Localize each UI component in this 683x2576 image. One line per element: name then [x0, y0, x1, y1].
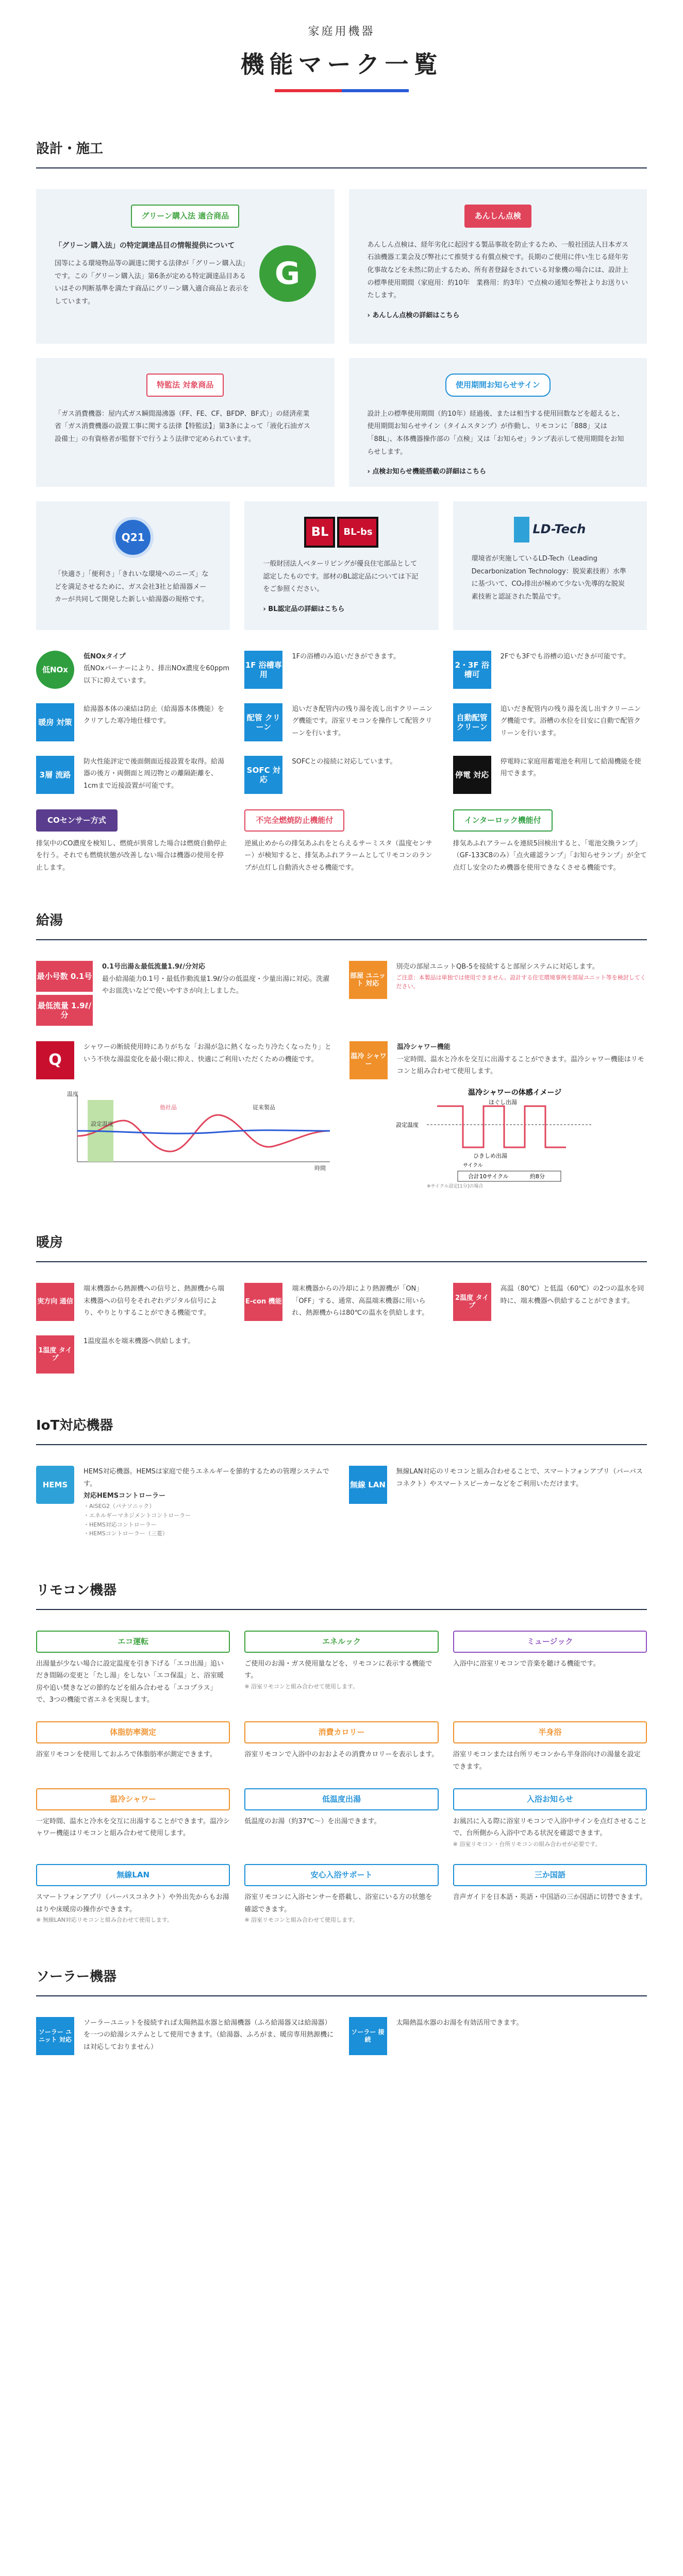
section-title: ソーラー機器 — [36, 1966, 647, 1996]
feature-text — [84, 703, 230, 727]
remocon-body: 入浴中に浴室リモコンで音楽を聴ける機能です。 — [453, 1659, 600, 1668]
remocon-label: 温冷シャワー — [36, 1788, 230, 1810]
danbo-body: 高温（80℃）と低温（60℃）の2つの温水を同時に、端末機器へ供給することができます。 — [500, 1285, 644, 1305]
feature-icon: 自動配管 クリーン — [453, 703, 491, 741]
feature-body: 停電時に家庭用蓄電池を利用して給湯機能を使用できます。 — [500, 758, 641, 778]
bl-body: 一般財団法人ベターリビングが優良住宅部品として認定したものです。部材のBL認定品については下記をご参照ください。 — [263, 560, 419, 594]
remocon-label: 消費カロリー — [244, 1721, 438, 1743]
card-tokutei — [36, 358, 335, 487]
danbo-item — [36, 1283, 230, 1321]
remocon-body: 出湯量が少ない場合に設定温度を引き下げる「エコ出湯」追いだき間隔の変更と「たし湯」をしない「エコ保温」と、浴室暖房や追い焚きなどの節約などを組み合わせる「エコプラス」で、3つの機能で省エネを実現します。 — [36, 1659, 224, 1704]
remocon-body: 音声ガイドを日本語・英語・中国語の三か国語に切替できます。 — [453, 1893, 647, 1902]
onrei-chart — [396, 1086, 612, 1189]
danbo-icon: E-con 機能 — [244, 1283, 282, 1321]
remocon-item — [36, 1788, 230, 1849]
remocon-label: エコ運転 — [36, 1631, 230, 1653]
onrei-l3: ひきしめ出湯 — [473, 1153, 507, 1160]
feature-text — [84, 756, 230, 792]
remocon-body: スマートフォンアプリ（パーパスコネクト）や外出先からもお湯はりや床暖房の操作ができます。 — [36, 1893, 229, 1913]
remocon-label: ミュージック — [453, 1631, 647, 1653]
card-bl — [244, 501, 438, 630]
section-title: 給湯 — [36, 910, 647, 940]
q-chart-label-set: 設定温度 — [91, 1121, 113, 1128]
feature-item — [453, 651, 647, 689]
remocon-body: 浴室リモコンを使用しておふろで体脂肪率が測定できます。 — [36, 1751, 216, 1759]
safety-label: 不完全燃焼防止機能付 — [244, 809, 344, 832]
solar-icon: ソーラー 接続 — [349, 2017, 387, 2055]
feature-body: 給湯器本体の凍結は防止（給湯器本体機能）をクリアした寒冷地仕様です。 — [84, 705, 225, 725]
min-flow-icon: 最低流量 1.9ℓ/分 — [36, 995, 93, 1026]
solar-item — [349, 2017, 647, 2055]
danbo-item — [36, 1335, 230, 1374]
bl-icon: BL — [304, 517, 335, 548]
lan-body: 無線LAN対応のリモコンと組み合わせることで、スマートフォンアプリ（パーパスコネクト）やスマートスピーカーなどをご利用いただけます。 — [396, 1468, 643, 1488]
remocon-item — [36, 1631, 230, 1706]
min-output-icon: 最小号数 0.1号 — [36, 961, 93, 992]
page-subtitle: 家庭用機器 — [308, 25, 375, 38]
remocon-label: 安心入浴サポート — [244, 1864, 438, 1886]
section-remocon — [0, 1580, 683, 1925]
remocon-label: 無線LAN — [36, 1864, 230, 1886]
feature-icon: 3層 流路 — [36, 756, 74, 794]
feature-item — [244, 703, 438, 741]
feature-text — [501, 703, 647, 739]
room-unit-icon: 部屋 ユニット 対応 — [349, 961, 387, 999]
q-body: シャワーの断続使用時にありがちな「お湯が急に熱くなったり冷たくなったり」という不快な湯温変化を最小限に抑え、快適にご利用いただくための機能です。 — [84, 1043, 331, 1063]
feature-item — [453, 756, 647, 794]
safety-label: COセンサー方式 — [36, 809, 118, 832]
feature-item — [244, 756, 438, 794]
q-chart-label-other: 他社品 — [160, 1104, 177, 1111]
q-chart-label-temp: 温度 — [67, 1091, 78, 1098]
item-q — [36, 1041, 335, 1191]
safety-label: インターロック機能付 — [453, 809, 553, 832]
remocon-grid — [36, 1631, 647, 1925]
hems-list-2: ・エネルギーマネジメントコントローラー — [84, 1512, 191, 1519]
danbo-item — [244, 1283, 438, 1321]
feature-item — [36, 756, 230, 794]
feature-title: 低NOxタイプ — [84, 653, 126, 660]
feature-item — [36, 703, 230, 741]
feature-text — [292, 651, 400, 663]
hems-list-3: ・HEMS対応コントローラー — [84, 1521, 157, 1528]
card-shiyou — [349, 358, 647, 487]
card-anshin — [349, 189, 647, 344]
feature-text — [292, 756, 396, 768]
ldtech-label: LD-Tech — [532, 522, 586, 537]
remocon-item — [244, 1788, 438, 1849]
feature-icon: 配管 クリーン — [244, 703, 282, 741]
green-lead: 「グリーン購入法」の特定調達品目の情報提供について — [55, 241, 235, 250]
lan-icon: 無線 LAN — [349, 1466, 387, 1504]
section-design — [0, 138, 683, 874]
onrei-title: 温冷シャワー機能 — [397, 1043, 451, 1052]
remocon-body: ご使用のお湯・ガス使用量などを、リモコンに表示する機能です。 — [244, 1659, 432, 1680]
bl-link[interactable]: › BL認定品の詳細はこちら — [263, 605, 345, 614]
green-g-icon: G — [259, 245, 316, 302]
remocon-note: ※ 無線LAN対応リモコンと組み合わせて使用します。 — [36, 1917, 173, 1924]
safety-grid — [36, 809, 647, 874]
q-chart — [67, 1090, 335, 1172]
feature-text — [501, 756, 647, 780]
section-title: 暖房 — [36, 1232, 647, 1262]
onrei-l1: 設定温度 — [396, 1122, 419, 1129]
shiyou-tag: 使用期間お知らせサイン — [445, 374, 551, 397]
feature-icon: 停電 対応 — [453, 756, 491, 794]
shiyou-link[interactable]: › 点検お知らせ機能搭載の詳細はこちら — [367, 468, 487, 476]
solar-body: ソーラーユニットを接続すれば太陽熱温水器と給湯機器（ふろ給湯器又は給湯器）を一つの給湯システムとして使用できます。（給湯器、ふろがま、暖房専用熱源機には対応しておりません） — [84, 2019, 334, 2051]
q-chart-label-time: 時間 — [314, 1165, 326, 1172]
solar-icon: ソーラー ユニット 対応 — [36, 2017, 74, 2055]
feature-icon: SOFC 対応 — [244, 756, 282, 794]
section-danbo — [0, 1232, 683, 1374]
solar-item — [36, 2017, 335, 2055]
item-low-flow — [36, 961, 335, 1026]
remocon-label: 体脂肪率測定 — [36, 1721, 230, 1743]
feature-icon: 低NOx — [36, 651, 74, 689]
feature-body: 1Fの浴槽のみ追いだきができます。 — [292, 653, 401, 660]
remocon-label: 入浴お知らせ — [453, 1788, 647, 1810]
danbo-item — [453, 1283, 647, 1321]
remocon-label: エネルック — [244, 1631, 438, 1653]
ldtech-body: 環境省が実施しているLD-Tech（Leading Decarbonization Technology：脱炭素技術）水準に基づいて、CO₂排出が極めて少ない先導的な脱炭素技術と認証された製品です。 — [471, 555, 626, 601]
remocon-body: 一定時間、温水と冷水を交互に出湯することができます。温冷シャワー機能はリモコンと組み合わせて使用します。 — [36, 1818, 230, 1838]
feature-item — [36, 651, 230, 689]
solar-grid — [36, 2017, 647, 2055]
onrei-l2: ほぐし出湯 — [489, 1099, 517, 1106]
hems-list-title: 対応HEMSコントローラー — [84, 1492, 166, 1500]
safety-item — [36, 809, 230, 874]
safety-body: 排気あふれアラームを連続5回検出すると、「電池交換ランプ」（GF-133C8のみ）「点火確認ランプ」「お知らせランプ」が全て点灯し安全のため機器を使用できなくさせる機能です。 — [453, 840, 647, 872]
q21-icon: Q21 — [112, 517, 154, 558]
onrei-wave — [437, 1106, 566, 1147]
section-iot — [0, 1415, 683, 1538]
anshin-body: あんしん点検は、経年劣化に起因する製品事故を防止するため、一般社団法人日本ガス石油機器工業会及び弊社にて推奨する有償点検です。長期のご使用に伴い生じる経年劣化事故などを未然に防止するため、所有者登録をされている対象機の場合には、設計上の標準使用期間（家庭用：約10年 業務用：約3年）で点検の通知を弊社よりお送りいたします。 — [367, 241, 628, 300]
section-title: リモコン機器 — [36, 1580, 647, 1610]
section-solar — [0, 1966, 683, 2055]
card-ldtech — [453, 501, 647, 630]
danbo-icon: 2温度 タイプ — [453, 1283, 491, 1321]
shiyou-body: 設計上の標準使用期間（約10年）経過後、または相当する使用回数などを超えると、使用期間お知らせサイン（タイムスタンプ）が作動し、リモコンに「888」又は「88L」、本体機器操作部の「点検」又は「お知らせ」ランプ表示して使用期間をお知らせします。 — [367, 410, 624, 456]
remocon-note: ※ 浴室リモコン・台所リモコンの組み合わせが必要です。 — [453, 1840, 601, 1848]
remocon-item — [244, 1864, 438, 1924]
safety-body: 排気中のCO濃度を検知し、燃焼が異常した場合は燃焼自動停止を行う。それでも燃焼状態が改善しない場合は機器の使用を停止します。 — [36, 840, 227, 872]
remocon-item — [453, 1864, 647, 1924]
bl-link-label: BL認定品の詳細はこちら — [268, 605, 345, 614]
danbo-body: 端末機器から熱源機への信号と、熱源機から端末機器への信号をそれぞれデジタル信号により、やりとりすることができる機能です。 — [84, 1285, 225, 1317]
onrei-chart-title: 温冷シャワーの体感イメージ — [468, 1089, 562, 1097]
feature-item — [244, 651, 438, 689]
remocon-body: 浴室リモコンで入浴中のおおよその消費カロリーを表示します。 — [244, 1751, 439, 1759]
remocon-label: 三か国語 — [453, 1864, 647, 1886]
feature-text — [84, 651, 230, 687]
feature-icon: 2・3F 浴槽可 — [453, 651, 491, 689]
remocon-item — [453, 1788, 647, 1849]
danbo-grid — [36, 1283, 647, 1374]
safety-item — [244, 809, 438, 874]
remocon-label: 低温度出湯 — [244, 1788, 438, 1810]
onrei-l6: 約8分 — [530, 1173, 545, 1180]
feature-grid — [36, 651, 647, 794]
feature-body: SOFCとの接続に対応しています。 — [292, 758, 397, 766]
remocon-note: ※ 浴室リモコンと組み合わせて使用します。 — [244, 1683, 359, 1690]
danbo-icon: 実方向 通信 — [36, 1283, 74, 1321]
item-hems — [36, 1466, 335, 1538]
onrei-body: 一定時間、温水と冷水を交互に出湯することができます。温冷シャワー機能はリモコンと組み合わせて使用します。 — [397, 1055, 644, 1075]
remocon-note: ※ 浴室リモコンと組み合わせて使用します。 — [244, 1917, 359, 1924]
remocon-item — [453, 1721, 647, 1773]
feature-text — [501, 651, 630, 663]
feature-icon: 1F 浴槽専用 — [244, 651, 282, 689]
bl-bs-icon: BL-bs — [337, 517, 378, 548]
item-lan — [349, 1466, 647, 1538]
section-title: IoT対応機器 — [36, 1415, 647, 1445]
shiyou-link-label: 点検お知らせ機能搭載の詳細はこちら — [372, 468, 487, 476]
title-underline — [275, 89, 409, 92]
danbo-icon: 1温度 タイプ — [36, 1335, 74, 1374]
onrei-l5: 合計10サイクル — [468, 1173, 509, 1180]
onrei-note: ※サイクル設定[1分]の場合 — [427, 1184, 484, 1189]
feature-body: 追いだき配管内の残り湯を流し出すクリーニング機能です。浴槽の水位を目安に自動で配管クリーンを行います。 — [500, 705, 641, 737]
room-unit-body: 別売の部屋ユニットQB-5を接続すると部屋システムに対応します。 — [396, 963, 599, 971]
ldtech-mark-icon — [514, 517, 529, 543]
q-chart-label-with: 従来製品 — [253, 1104, 275, 1111]
card-q21 — [36, 501, 230, 630]
feature-item — [453, 703, 647, 741]
remocon-body: 低温度のお湯（約37℃～）を出湯できます。 — [244, 1818, 381, 1826]
remocon-label: 半身浴 — [453, 1721, 647, 1743]
hems-list-1: ・AiSEG2（パナソニック） — [84, 1503, 155, 1510]
tokutei-body: 「ガス消費機器：屋内式ガス瞬間湯沸器（FF、FE、CF、BFDP、BF式）」の経済産業省「ガス消費機器の設置工事に関する法律【特監法】」第3条によって「液化石油ガス設備士」の有資格者が監督下で行うよう法律で定められています。 — [55, 410, 310, 443]
remocon-item — [36, 1864, 230, 1924]
item-onrei — [349, 1041, 647, 1191]
hems-icon: HEMS — [36, 1466, 74, 1504]
q-chart-line-q — [77, 1130, 330, 1133]
feature-body: 低NOxバーナーにより、排出NOx濃度を60ppm以下に抑えています。 — [84, 665, 230, 685]
safety-item — [453, 809, 647, 874]
anshin-link-label: あんしん点検の詳細はこちら — [372, 311, 460, 319]
remocon-item — [453, 1631, 647, 1706]
tokutei-tag: 特監法 対象商品 — [146, 374, 224, 397]
remocon-body: 浴室リモコンまたは台所リモコンから半身浴向けの湯量を設定できます。 — [453, 1751, 641, 1771]
q-icon: Q — [36, 1041, 74, 1079]
section-title: 設計・施工 — [36, 138, 647, 168]
page-title: 機能マーク一覧 — [240, 50, 443, 78]
green-tag: グリーン購入法 適合商品 — [131, 205, 239, 228]
hems-list-4: ・HEMSコントローラー（三菱） — [84, 1530, 168, 1537]
feature-body: 追いだき配管内の残り湯を流し出すクリーニング機能です。浴室リモコンを操作して配管クリーンを行います。 — [292, 705, 432, 737]
item-low-flow-title: 0.1号出湯＆最低流量1.9ℓ/分対応 — [102, 963, 205, 971]
remocon-body: 浴室リモコンに入浴センサーを搭載し、浴室にいる方の状態を確認できます。 — [244, 1893, 432, 1913]
anshin-link[interactable]: › あんしん点検の詳細はこちら — [367, 311, 460, 319]
page-header — [0, 0, 683, 120]
remocon-body: お風呂に入る際に浴室リモコンで入浴中サインを点灯させることで、台所側から入浴中である状況を確認できます。 — [453, 1818, 647, 1838]
danbo-body: 1温度温水を端末機器へ供給します。 — [84, 1337, 195, 1346]
onrei-l4: サイクル — [463, 1163, 483, 1169]
feature-body: 2Fでも3Fでも浴槽の追いだきが可能です。 — [500, 653, 630, 660]
safety-body: 逆風止めからの排気あふれをとらえるサーミスタ（温度センサー）が検知すると、排気あふれアラームとしてリモコンのランプが点灯し自動消火させる機能です。 — [244, 840, 432, 872]
room-unit-note: ご注意：本製品は単独では使用できません。設計する住宅環境事例を部屋ユニット等を検討してください。 — [396, 974, 646, 990]
item-room-unit — [349, 961, 647, 1026]
anshin-tag: あんしん点検 — [464, 205, 531, 228]
item-low-flow-body: 最小給湯能力0.1号・最低作動流量1.9ℓ/分の低温度・少量出湯に対応。洗濯やお皿洗いなどで使いやすさが向上しました。 — [102, 975, 330, 995]
section-kyuto — [0, 910, 683, 1191]
remocon-item — [244, 1721, 438, 1773]
feature-icon: 暖房 対策 — [36, 703, 74, 741]
green-body: 国等による環境物品等の調達に関する法律が「グリーン購入法」です。この「グリーン購入法」第6条が定める特定調達品目あるいはその判断基準を満たす商品にグリーン購入適合商品と表示をしています。 — [55, 260, 249, 306]
q21-body: 「快適さ」「便利さ」「きれいな環境へのニーズ」などを満足させるために、ガス会社3社と給湯器メーカーが共同して開発した新しい給湯器の規格です。 — [55, 570, 209, 604]
feature-body: 防火性能評定で後面側面近接設置を取得。給湯器の後方・両側面と周辺物との離隔距離を、1cmまで近接設置が可能です。 — [84, 758, 225, 790]
solar-body: 太陽熱温水器のお湯を有効活用できます。 — [396, 2019, 523, 2027]
remocon-item — [244, 1631, 438, 1706]
feature-text — [292, 703, 438, 739]
onrei-icon: 温冷 シャワー — [349, 1041, 388, 1079]
remocon-item — [36, 1721, 230, 1773]
danbo-body: 端末機器からの冷却により熱源機が「ON」「OFF」する、通常、高温端末機器に用いられ、熱源機からは80℃の温水を供給します。 — [292, 1285, 429, 1317]
ldtech-icon — [472, 517, 628, 543]
card-green — [36, 189, 335, 344]
hems-body: HEMS対応機器。HEMSは家庭で使うエネルギーを節約するための管理システムです。 — [84, 1468, 329, 1488]
